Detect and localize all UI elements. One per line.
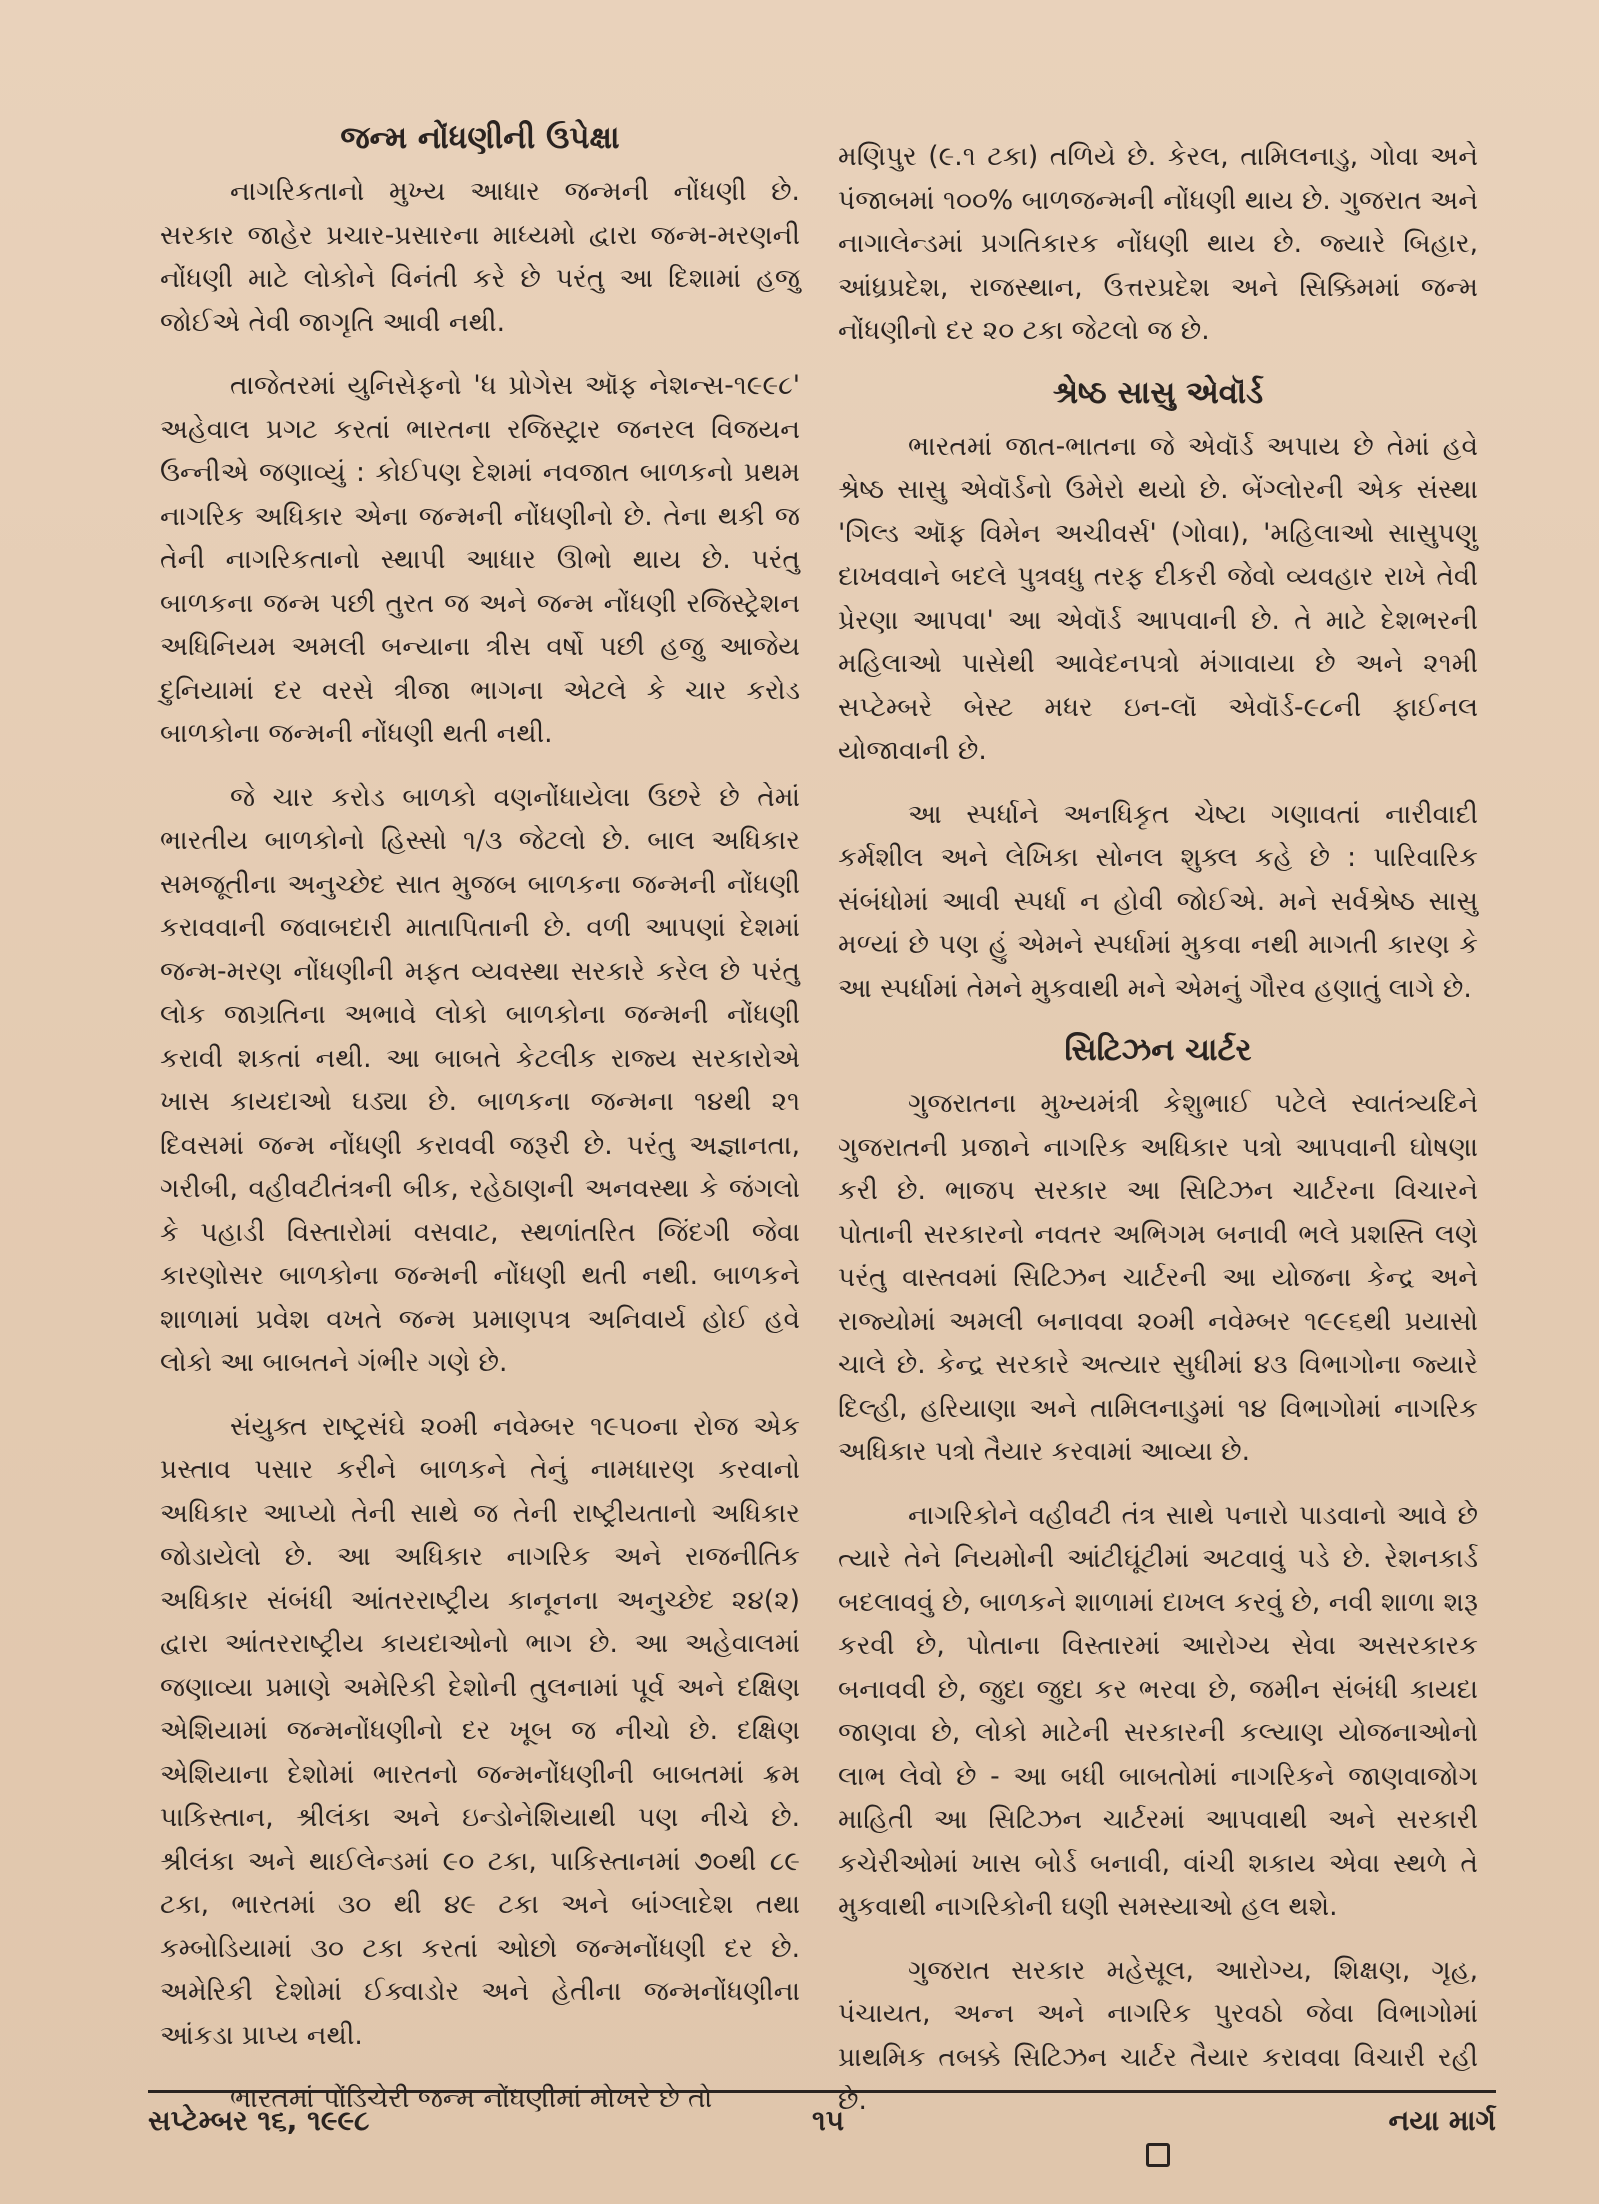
paragraph: સંયુક્ત રાષ્ટ્રસંઘે ૨૦મી નવેમ્બર ૧૯૫૦ના રોજ એક પ્રસ્તાવ પસાર કરીને બાળકને તેનું નામધારણ કરવાનો અધિકાર આપ્યો તેની સાથે જ તેની રાષ્ટ્રીયતાનો અધિકાર જોડાયેલો છે. આ અધિકાર નાગરિક અને રાજનીતિક અધિકાર સંબંધી આંતરરાષ્ટ્રીય કાનૂનના અનુચ્છેદ ૨૪(૨) દ્વારા આંતરરાષ્ટ્રીય કાયદાઓનો ભાગ છે. આ અહેવાલમાં જણાવ્યા પ્રમાણે અમેરિકી દેશોની તુલનામાં પૂર્વ અને દક્ષિણ એશિયામાં જન્મનોંધણીનો દર ખૂબ જ નીચો છે. દક્ષિણ એશિયાના દેશોમાં ભારતનો જન્મનોંધણીની બાબતમાં ક્રમ પાકિસ્તાન, શ્રીલંકા અને ઇન્ડોનેશિયાથી પણ નીચે છે. શ્રીલંકા અને થાઈલેન્ડમાં ૯૦ ટકા, પાકિસ્તાનમાં ૭૦થી ૮૯ ટકા, ભારતમાં ૩૦ થી ૪૯ ટકા અને બાંગ્લાદેશ તથા કમ્બોડિયામાં ૩૦ ટકા કરતાં ઓછો જન્મનોંધણી દર છે. અમેરિકી દેશોમાં ઈક્વાડોર અને હેતીના જન્મનોંધણીના આંકડા પ્રાપ્ય નથી. (160, 1410, 800, 2051)
paragraph: ભારતમાં જાત-ભાતના જે એવૉર્ડ અપાય છે તેમાં હવે શ્રેષ્ઠ સાસુ એવૉર્ડનો ઉમેરો થયો છે. બેંગ્લોરની એક સંસ્થા 'ગિલ્ડ ઑફ વિમેન અચીવર્સ' (ગોવા), 'મહિલાઓ સાસુપણુ દાખવવાને બદલે પુત્રવધુ તરફ દીકરી જેવો વ્યવહાર રાખે તેવી પ્રેરણા આપવા' આ એવૉર્ડ આપવાની છે. તે માટે દેશભરની મહિલાઓ પાસેથી આવેદનપત્રો મંગાવાયા છે અને ૨૧મી સપ્ટેમ્બરે બેસ્ટ મધર ઇન-લૉ એવૉર્ડ-૯૮ની ફાઈનલ યોજાવાની છે. (838, 430, 1478, 766)
paragraph-continued: મણિપુર (૯.૧ ટકા) તળિયે છે. કેરલ, તામિલનાડુ, ગોવા અને પંજાબમાં ૧૦૦% બાળજન્મની નોંધણી થાય છે. ગુજરાત અને નાગાલેન્ડમાં પ્રગતિકારક નોંધણી થાય છે. જ્યારે બિહાર, આંધ્રપ્રદેશ, રાજસ્થાન, ઉત્તરપ્રદેશ અને સિક્કિમમાં જન્મ નોંધણીનો દર ૨૦ ટકા જેટલો જ છે. (838, 141, 1478, 346)
paragraph: જે ચાર કરોડ બાળકો વણનોંધાયેલા ઉછરે છે તેમાં ભારતીય બાળકોનો હિસ્સો ૧/૩ જેટલો છે. બાલ અધિકાર સમજૂતીના અનુચ્છેદ સાત મુજબ બાળકના જન્મની નોંધણી કરાવવાની જવાબદારી માતાપિતાની છે. વળી આપણાં દેશમાં જન્મ-મરણ નોંધણીની મફત વ્યવસ્થા સરકારે કરેલ છે પરંતુ લોક જાગ્રતિના અભાવે લોકો બાળકોના જન્મની નોંધણી કરાવી શકતાં નથી. આ બાબતે કેટલીક રાજ્ય સરકારોએ ખાસ કાયદાઓ ઘડ્યા છે. બાળકના જન્મના ૧૪થી ૨૧ દિવસમાં જન્મ નોંધણી કરાવવી જરૂરી છે. પરંતુ અજ્ઞાનતા, ગરીબી, વહીવટીતંત્રની બીક, રહેઠાણની અનવસ્થા કે જંગલો કે પહાડી વિસ્તારોમાં વસવાટ, સ્થળાંતરિત જિંદગી જેવા કારણોસર બાળકોના જન્મની નોંધણી થતી નથી. બાળકને શાળામાં પ્રવેશ વખતે જન્મ પ્રમાણપત્ર અનિવાર્ય હોઈ હવે લોકો આ બાબતને ગંભીર ગણે છે. (160, 781, 800, 1378)
paragraph: તાજેતરમાં યુનિસેફનો 'ધ પ્રોગેસ ઑફ નેશન્સ-૧૯૯૮' અહેવાલ પ્રગટ કરતાં ભારતના રજિસ્ટ્રાર જનરલ વિજયન ઉન્નીએ જણાવ્યું : કોઈપણ દેશમાં નવજાત બાળકનો પ્રથમ નાગરિક અધિકાર એના જન્મની નોંધણીનો છે. તેના થકી જ તેની નાગરિકતાનો સ્થાપી આધાર ઊભો થાય છે. પરંતુ બાળકના જન્મ પછી તુરત જ અને જન્મ નોંધણી રજિસ્ટ્રેશન અધિનિયમ અમલી બન્યાના ત્રીસ વર્ષો પછી હજુ આજેય દુનિયામાં દર વરસે ત્રીજા ભાગના એટલે કે ચાર કરોડ બાળકોના જન્મની નોંધણી થતી નથી. (160, 370, 800, 749)
heading-best-mother-in-law-award: શ્રેષ્ઠ સાસુ એવૉર્ડ (1052, 374, 1264, 411)
footer-page-number: ૧૫ (812, 2104, 845, 2137)
heading-citizen-charter: સિટિઝન ચાર્ટર (1064, 1032, 1252, 1068)
paragraph: ગુજરાતના મુખ્યમંત્રી કેશુભાઈ પટેલે સ્વાતંત્ર્યદિને ગુજરાતની પ્રજાને નાગરિક અધિકાર પત્રો આપવાની ઘોષણા કરી છે. ભાજપ સરકાર આ સિટિઝન ચાર્ટરના વિચારને પોતાની સરકારનો નવતર અભિગમ બનાવી ભલે પ્રશસ્તિ લણે પરંતુ વાસ્તવમાં સિટિઝન ચાર્ટરની આ યોજના કેન્દ્ર અને રાજ્યોમાં અમલી બનાવવા ૨૦મી નવેમ્બર ૧૯૯૬થી પ્રયાસો ચાલે છે. કેન્દ્ર સરકારે અત્યાર સુધીમાં ૪૩ વિભાગોના જ્યારે દિલ્હી, હરિયાણા અને તામિલનાડુમાં ૧૪ વિભાગોમાં નાગરિક અધિકાર પત્રો તૈયાર કરવામાં આવ્યા છે. (838, 1088, 1478, 1467)
end-of-article-square-icon (1146, 2143, 1170, 2167)
heading-birth-registration: જન્મ નોંધણીની ઉપેક્ષા (340, 120, 620, 156)
footer-date: સપ્ટેમ્બર ૧૬, ૧૯૯૮ (148, 2104, 370, 2137)
left-column (160, 118, 800, 2141)
paragraph: નાગરિકતાનો મુખ્ય આધાર જન્મની નોંધણી છે. સરકાર જાહેર પ્રચાર-પ્રસારના માધ્યમો દ્વારા જન્મ-મરણની નોંધણી માટે લોકોને વિનંતી કરે છે પરંતુ આ દિશામાં હજુ જોઈએ તેવી જાગૃતિ આવી નથી. (160, 176, 800, 338)
footer-publication-name: નયા માર્ગ (1388, 2104, 1496, 2137)
paragraph: ગુજરાત સરકાર મહેસૂલ, આરોગ્ય, શિક્ષણ, ગૃહ, પંચાયત, અન્ન અને નાગરિક પુરવઠો જેવા વિભાગોમાં પ્રાથમિક તબક્કે સિટિઝન ચાર્ટર તૈયાર કરાવવા વિચારી રહી છે. (838, 1954, 1478, 2116)
paragraph: ભારતમાં પોંડિચેરી જન્મ નોંધણીમાં મોખરે છે તો (230, 2083, 713, 2114)
right-column (838, 135, 1478, 2167)
paragraph: નાગરિકોને વહીવટી તંત્ર સાથે પનારો પાડવાનો આવે છે ત્યારે તેને નિયમોની આંટીઘૂંટીમાં અટવાવું પડે છે. રેશનકાર્ડ બદલાવવું છે, બાળકને શાળામાં દાખલ કરવું છે, નવી શાળા શરૂ કરવી છે, પોતાના વિસ્તારમાં આરોગ્ય સેવા અસરકારક બનાવવી છે, જુદા જુદા કર ભરવા છે, જમીન સંબંધી કાયદા જાણવા છે, લોકો માટેની સરકારની કલ્યાણ યોજનાઓનો લાભ લેવો છે - આ બધી બાબતોમાં નાગરિકને જાણવાજોગ માહિતી આ સિટિઝન ચાર્ટરમાં આપવાથી અને સરકારી કચેરીઓમાં ખાસ બોર્ડ બનાવી, વાંચી શકાય એવા સ્થળે તે મુકવાથી નાગરિકોની ઘણી સમસ્યાઓ હલ થશે. (838, 1499, 1478, 1922)
paragraph: આ સ્પર્ધાને અનધિકૃત ચેષ્ટા ગણાવતાં નારીવાદી કર્મશીલ અને લેખિકા સોનલ શુક્લ કહે છે : પારિવારિક સંબંધોમાં આવી સ્પર્ધા ન હોવી જોઈએ. મને સર્વશ્રેષ્ઠ સાસુ મળ્યાં છે પણ હું એમને સ્પર્ધામાં મુકવા નથી માગતી કારણ કે આ સ્પર્ધામાં તેમને મુકવાથી મને એમનું ગૌરવ હણાતું લાગે છે. (838, 798, 1478, 1004)
